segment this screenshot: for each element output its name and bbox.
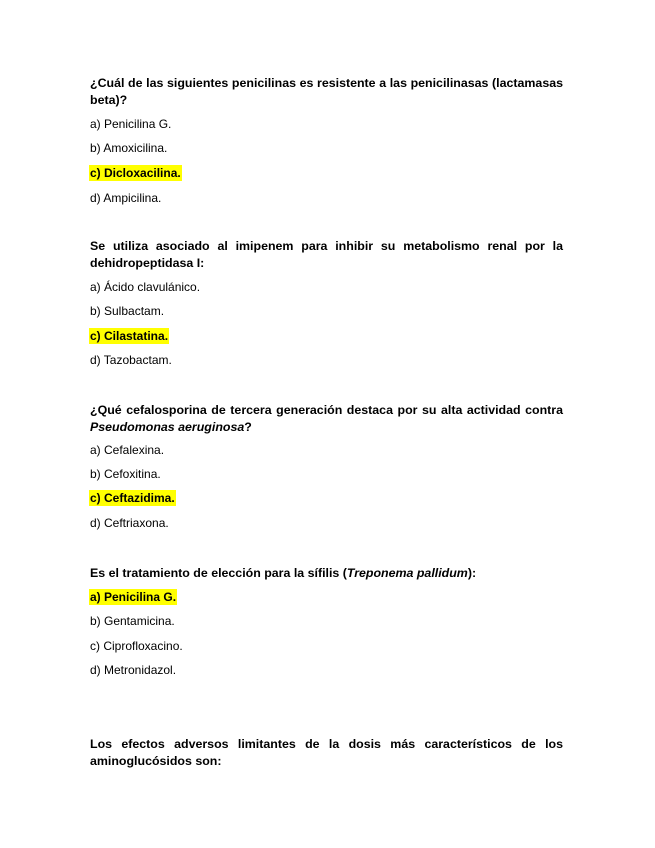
question-4-organism: Treponema pallidum (346, 566, 468, 580)
q4-option-c: c) Ciprofloxacino. (90, 639, 183, 653)
q1-option-b: b) Amoxicilina. (90, 141, 168, 155)
q2-option-c-correct: c) Cilastatina. (90, 329, 169, 343)
question-3-organism: Pseudomonas aeruginosa (90, 419, 245, 434)
q3-option-c-correct: c) Ceftazidima. (90, 491, 175, 505)
question-4-text: Es el tratamiento de elección para la sífilis ( (90, 566, 347, 580)
q4-option-d: d) Metronidazol. (90, 663, 177, 677)
q3-option-a: a) Cefalexina. (90, 443, 165, 457)
question-1: ¿Cuál de las siguientes penicilinas es resistente a las penicilinasas (lactamasas beta)? (90, 76, 563, 107)
question-3-end: ? (244, 419, 252, 434)
q3-option-b: b) Cefoxitina. (90, 467, 161, 481)
q2-option-a: a) Ácido clavulánico. (90, 280, 201, 294)
question-2: Se utiliza asociado al imipenem para inhibir su metabolismo renal por la dehidropeptidasa I: (90, 239, 563, 270)
q1-option-d: d) Ampicilina. (90, 191, 162, 205)
question-4-end: ): (467, 566, 477, 580)
question-5: Los efectos adversos limitantes de la dosis más característicos de los aminoglucósidos son: (90, 737, 563, 768)
q3-option-d: d) Ceftriaxona. (90, 516, 169, 530)
q2-option-d: d) Tazobactam. (90, 353, 172, 367)
q2-option-b: b) Sulbactam. (90, 304, 165, 318)
question-4 (90, 565, 563, 582)
question-3-text: ¿Qué cefalosporina de tercera generación destaca por su alta actividad contra (90, 403, 563, 417)
question-3 (90, 402, 563, 435)
q1-option-a: a) Penicilina G. (90, 117, 172, 131)
q4-option-a-correct: a) Penicilina G. (90, 590, 177, 604)
q4-option-b: b) Gentamicina. (90, 614, 175, 628)
q1-option-c-correct: c) Dicloxacilina. (90, 166, 181, 180)
